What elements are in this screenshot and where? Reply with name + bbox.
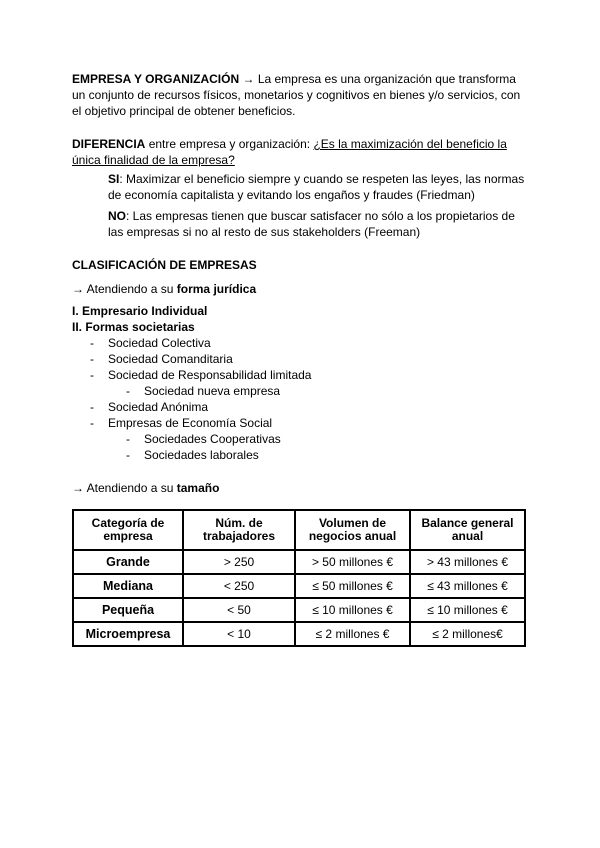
si-label: SI xyxy=(108,172,120,186)
diferencia-paragraph xyxy=(72,136,532,168)
table-cell: ≤ 2 millones € xyxy=(295,622,410,646)
table-cell: < 50 xyxy=(183,598,295,622)
table-cell: Grande xyxy=(73,550,183,574)
table-header: Balance general anual xyxy=(410,510,525,550)
table-header-row xyxy=(73,510,525,550)
table-row xyxy=(73,622,525,646)
table-cell: Microempresa xyxy=(73,622,183,646)
company-size-table xyxy=(72,509,526,647)
clasificacion-heading: CLASIFICACIÓN DE EMPRESAS xyxy=(72,258,257,272)
table-cell: ≤ 10 millones € xyxy=(410,598,525,622)
si-answer xyxy=(108,171,528,203)
forma-bold: forma jurídica xyxy=(176,282,257,296)
intro-text: La empresa es una organización que transforma un conjunto de recursos físicos, monetarios y cognitivos en bienes y/o servicios, con el objetivo principal de obtener beneficios. xyxy=(72,72,521,118)
table-row xyxy=(73,598,525,622)
table-cell: > 50 millones € xyxy=(295,550,410,574)
table-cell: > 250 xyxy=(183,550,295,574)
formas-societarias: II. Formas societarias xyxy=(72,320,195,334)
list-subitem: - Sociedades laborales xyxy=(126,448,259,462)
table-header: Núm. de trabajadores xyxy=(183,510,295,550)
intro-heading: EMPRESA Y ORGANIZACIÓN xyxy=(72,72,240,86)
table-cell: ≤ 2 millones€ xyxy=(410,622,525,646)
table-cell: Mediana xyxy=(73,574,183,598)
list-item: - Sociedad Comanditaria xyxy=(90,352,233,366)
table-header: Volumen de negocios anual xyxy=(295,510,410,550)
diferencia-text: entre empresa y organización: xyxy=(148,137,311,151)
list-item: - Sociedad de Responsabilidad limitada xyxy=(90,368,312,382)
no-text: : Las empresas tienen que buscar satisfacer no sólo a los propietarios de las empresas si no al resto de sus stakeholders (Freeman) xyxy=(108,209,515,239)
no-answer xyxy=(108,208,528,240)
intro-paragraph xyxy=(72,71,532,119)
table-row xyxy=(73,550,525,574)
table-cell: ≤ 50 millones € xyxy=(295,574,410,598)
empresario-individual: I. Empresario Individual xyxy=(72,304,208,318)
forma-juridica-line xyxy=(72,281,256,297)
list-item: - Sociedad Anónima xyxy=(90,400,209,414)
table-cell: < 250 xyxy=(183,574,295,598)
table-row xyxy=(73,574,525,598)
table-cell: Pequeña xyxy=(73,598,183,622)
no-label: NO xyxy=(108,209,126,223)
diferencia-question: ¿Es la maximización del beneficio la única finalidad de la empresa? xyxy=(72,137,507,167)
diferencia-heading: DIFERENCIA xyxy=(72,137,146,151)
list-subitem: - Sociedades Cooperativas xyxy=(126,432,281,446)
intro-arrow: → xyxy=(242,72,255,86)
table-header: Categoría de empresa xyxy=(73,510,183,550)
list-item: - Sociedad Colectiva xyxy=(90,336,211,350)
tamano-prefix: → Atendiendo a su xyxy=(72,481,174,495)
tamano-bold: tamaño xyxy=(176,481,220,495)
tamano-line xyxy=(72,480,219,496)
table-cell: > 43 millones € xyxy=(410,550,525,574)
si-text: : Maximizar el beneficio siempre y cuando se respeten las leyes, las normas de economía capitalista y evitando los engaños y fraudes (Friedman) xyxy=(108,172,525,202)
forma-prefix: → Atendiendo a su xyxy=(72,282,174,296)
table-cell: ≤ 43 millones € xyxy=(410,574,525,598)
list-subitem: - Sociedad nueva empresa xyxy=(126,384,281,398)
table-cell: ≤ 10 millones € xyxy=(295,598,410,622)
table-cell: < 10 xyxy=(183,622,295,646)
list-item: - Empresas de Economía Social xyxy=(90,416,273,430)
